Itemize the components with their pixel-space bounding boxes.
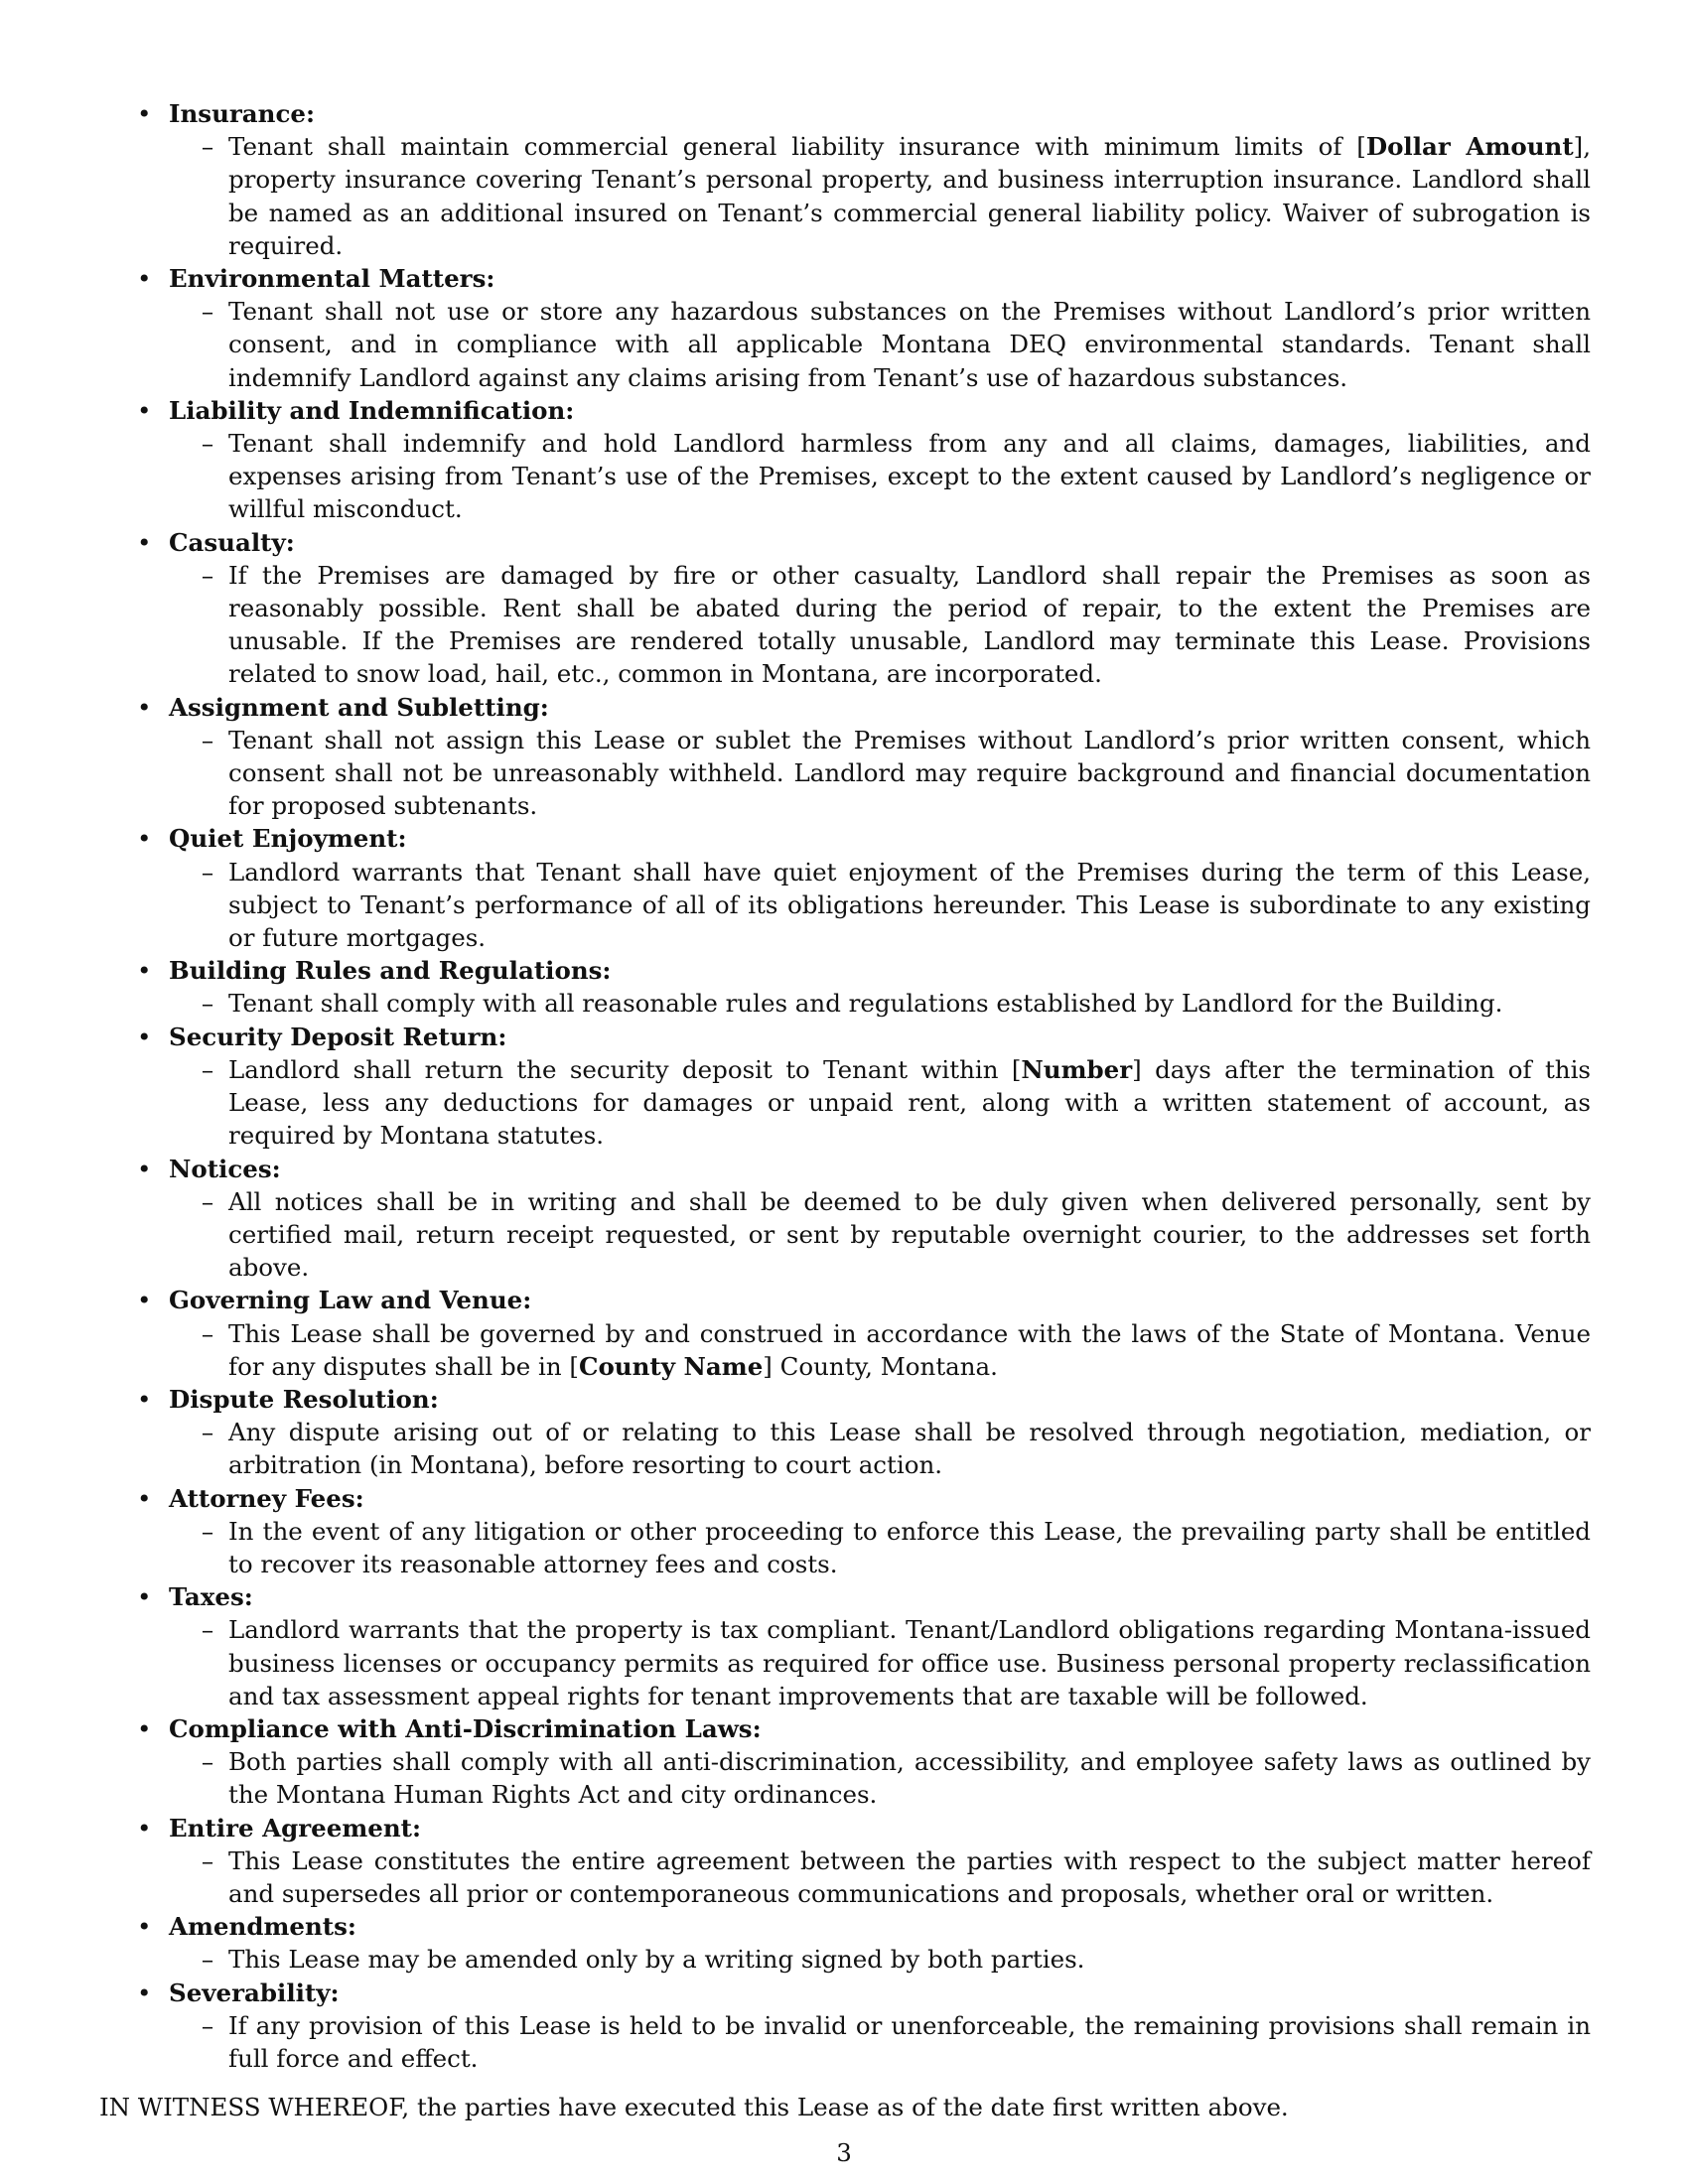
dash-icon: – [201, 1318, 214, 1348]
clause-text [228, 858, 1591, 952]
bullet-icon: • [137, 1813, 152, 1843]
section-heading: Security Deposit Return: [169, 1022, 507, 1051]
clause-text [228, 989, 1502, 1018]
clause-text [228, 1846, 1591, 1908]
dash-icon: – [201, 132, 214, 162]
dash-icon: – [201, 429, 214, 459]
section-heading: Dispute Resolution: [169, 1384, 439, 1414]
section-heading: Building Rules and Regulations: [169, 956, 612, 986]
section-heading: Notices: [169, 1154, 281, 1183]
clause-text [228, 561, 1591, 689]
clause-text-segment: If any provision of this Lease is held to be invalid or unenforceable, the remaining provisions shall remain in full force and effect. [228, 2010, 1591, 2073]
section-heading: Quiet Enjoyment: [169, 824, 407, 854]
section-item [99, 1021, 1591, 1153]
section-clause [169, 1943, 1591, 1976]
clause-text [228, 1187, 1591, 1282]
clause-text-segment: Tenant shall maintain commercial general liability insurance with minimum limits of [ [228, 132, 1366, 162]
clause-text [228, 132, 1591, 260]
clause-text [228, 297, 1591, 391]
section-heading: Assignment and Subletting: [169, 692, 549, 722]
clause-text-segment: ] days after the termination of this Lease, less any deductions for damages or unpaid rent, along with a written statement of account, as required by Montana statutes. [228, 1054, 1591, 1151]
section-item [99, 1812, 1591, 1911]
bullet-icon: • [137, 1978, 152, 2007]
section-clause [169, 856, 1591, 955]
lease-page [99, 97, 1591, 2148]
bullet-icon: • [137, 1384, 152, 1414]
dash-icon: – [201, 1516, 214, 1546]
bullet-icon: • [137, 99, 152, 128]
section-heading: Amendments: [169, 1912, 356, 1942]
dash-icon: – [201, 1845, 214, 1875]
section-clause [169, 1613, 1591, 1712]
bullet-icon: • [137, 1022, 152, 1051]
section-item [99, 1910, 1591, 1976]
section-heading: Attorney Fees: [169, 1483, 364, 1513]
dash-icon: – [201, 1054, 214, 1084]
dash-icon: – [201, 297, 214, 327]
bullet-icon: • [137, 1912, 152, 1942]
section-clause [169, 987, 1591, 1020]
dash-icon: – [201, 1615, 214, 1645]
clause-text-segment: ], property insurance covering Tenant’s personal property, and business interruption insurance. Landlord shall be named as an additional insured on Tenant’s commercial general liability policy. Waiver of subrogation is required. [228, 132, 1592, 260]
placeholder-field: Number [1021, 1054, 1133, 1084]
clause-text-segment: Both parties shall comply with all anti-discrimination, accessibility, and employee safety laws as outlined by the Montana Human Rights Act and city ordinances. [228, 1747, 1591, 1810]
clause-text-segment: Landlord warrants that the property is tax compliant. Tenant/Landlord obligations regarding Montana-issued business licenses or occupancy permits as required for office use. Business personal property reclassification and tax assessment appeal rights for tenant improvements that are taxable will be followed. [228, 1615, 1591, 1710]
section-clause [169, 130, 1591, 262]
section-item [99, 954, 1591, 1020]
section-clause [169, 1745, 1591, 1811]
clause-text [228, 1418, 1591, 1479]
bullet-icon: • [137, 264, 152, 294]
page-number: 3 [836, 2138, 852, 2167]
bullet-icon: • [137, 1713, 152, 1743]
clause-text-segment: This Lease constitutes the entire agreement between the parties with respect to the subject matter hereof and supersedes all prior or contemporaneous communications and proposals, whether oral or written. [228, 1845, 1591, 1908]
bullet-icon: • [137, 956, 152, 986]
clause-text-segment: This Lease may be amended only by a writing signed by both parties. [228, 1945, 1085, 1975]
section-item [99, 1580, 1591, 1712]
clause-text-segment: All notices shall be in writing and shall be deemed to be duly given when delivered personally, sent by certified mail, return receipt requested, or sent by reputable overnight courier, to the addresses set forth above. [228, 1186, 1591, 1283]
section-heading: Severability: [169, 1978, 340, 2007]
clause-text-segment: Tenant shall not use or store any hazardous substances on the Premises without Landlord’s prior written consent, and in compliance with all applicable Montana DEQ environmental standards. Tenant shall indemnify Landlord against any claims arising from Tenant’s use of hazardous substances. [228, 297, 1591, 392]
section-clause [169, 427, 1591, 526]
section-item [99, 1383, 1591, 1482]
dash-icon: – [201, 1747, 214, 1777]
section-item [99, 691, 1591, 823]
section-clause [169, 1515, 1591, 1580]
placeholder-field: County Name [578, 1351, 764, 1381]
clause-text-segment: Landlord shall return the security deposit to Tenant within [ [228, 1054, 1022, 1084]
section-item [99, 1712, 1591, 1812]
clause-text-segment: If the Premises are damaged by fire or other casualty, Landlord shall repair the Premises as soon as reasonably possible. Rent shall be abated during the period of repair, to the extent the Premises are unusable. If the Premises are rendered totally unusable, Landlord may terminate this Lease. Provisions related to snow load, hail, etc., common in Montana, are incorporated. [228, 560, 1591, 689]
bullet-icon: • [137, 1483, 152, 1513]
section-heading: Casualty: [169, 527, 295, 557]
section-item [99, 97, 1591, 262]
bullet-icon: • [137, 1286, 152, 1315]
section-heading: Insurance: [169, 99, 316, 128]
section-clause [169, 724, 1591, 823]
section-heading: Environmental Matters: [169, 264, 495, 294]
section-heading: Taxes: [169, 1582, 253, 1612]
section-item [99, 1482, 1591, 1581]
dash-icon: – [201, 560, 214, 590]
clause-text [228, 1055, 1591, 1150]
clause-text [228, 1319, 1591, 1381]
section-heading: Compliance with Anti-Discrimination Laws: [169, 1713, 762, 1743]
dash-icon: – [201, 1945, 214, 1975]
clause-text-segment: Any dispute arising out of or relating to this Lease shall be resolved through negotiation, mediation, or arbitration (in Montana), before resorting to court action. [228, 1418, 1591, 1480]
bullet-icon: • [137, 1582, 152, 1612]
bullet-icon: • [137, 692, 152, 722]
bullet-icon: • [137, 395, 152, 425]
clause-text-segment: Tenant shall not assign this Lease or sublet the Premises without Landlord’s prior written consent, which consent shall not be unreasonably withheld. Landlord may require background and financial documentation for proposed subtenants. [228, 725, 1591, 821]
dash-icon: – [201, 1186, 214, 1216]
section-clause [169, 559, 1591, 691]
section-item [99, 394, 1591, 526]
placeholder-field: Dollar Amount [1365, 132, 1574, 162]
section-item [99, 1153, 1591, 1285]
dash-icon: – [201, 857, 214, 887]
witness-clause: IN WITNESS WHEREOF, the parties have executed this Lease as of the date first written above. [99, 2093, 1289, 2122]
dash-icon: – [201, 989, 214, 1019]
section-clause [169, 1185, 1591, 1285]
section-clause [169, 295, 1591, 394]
section-clause [169, 1317, 1591, 1383]
section-clause [169, 2009, 1591, 2075]
dash-icon: – [201, 725, 214, 754]
section-heading: Governing Law and Venue: [169, 1286, 532, 1315]
section-item [99, 822, 1591, 954]
lease-sections [99, 97, 1591, 2075]
bullet-icon: • [137, 1154, 152, 1183]
clause-text-segment: Landlord warrants that Tenant shall have quiet enjoyment of the Premises during the term of this Lease, subject to Tenant’s performance of all of its obligations hereunder. This Lease is subordinate to any existing or future mortgages. [228, 857, 1591, 953]
clause-text [228, 1517, 1591, 1578]
section-clause [169, 1053, 1591, 1153]
section-heading: Entire Agreement: [169, 1813, 422, 1843]
dash-icon: – [201, 2010, 214, 2040]
bullet-icon: • [137, 824, 152, 854]
section-clause [169, 1416, 1591, 1481]
clause-text [228, 726, 1591, 820]
section-heading: Liability and Indemnification: [169, 395, 575, 425]
clause-text [228, 1615, 1591, 1709]
dash-icon: – [201, 1418, 214, 1447]
clause-text-segment: This Lease shall be governed by and construed in accordance with the laws of the State of Montana. Venue for any disputes shall be in [ [228, 1318, 1591, 1381]
section-item [99, 1977, 1591, 2076]
bullet-icon: • [137, 527, 152, 557]
section-item [99, 1284, 1591, 1383]
clause-text-segment: Tenant shall comply with all reasonable rules and regulations established by Landlord for the Building. [228, 989, 1503, 1019]
section-item [99, 262, 1591, 394]
clause-text-segment: Tenant shall indemnify and hold Landlord harmless from any and all claims, damages, liabilities, and expenses arising from Tenant’s use of the Premises, except to the extent caused by Landlord’s negligence or willful misconduct. [228, 429, 1591, 524]
clause-text [228, 2011, 1591, 2073]
section-item [99, 526, 1591, 691]
clause-text-segment: In the event of any litigation or other proceeding to enforce this Lease, the prevailing party shall be entitled to recover its reasonable attorney fees and costs. [228, 1516, 1591, 1578]
clause-text-segment: ] County, Montana. [763, 1351, 998, 1381]
clause-text [228, 1945, 1084, 1974]
section-clause [169, 1844, 1591, 1910]
clause-text [228, 1747, 1591, 1809]
clause-text [228, 429, 1591, 523]
